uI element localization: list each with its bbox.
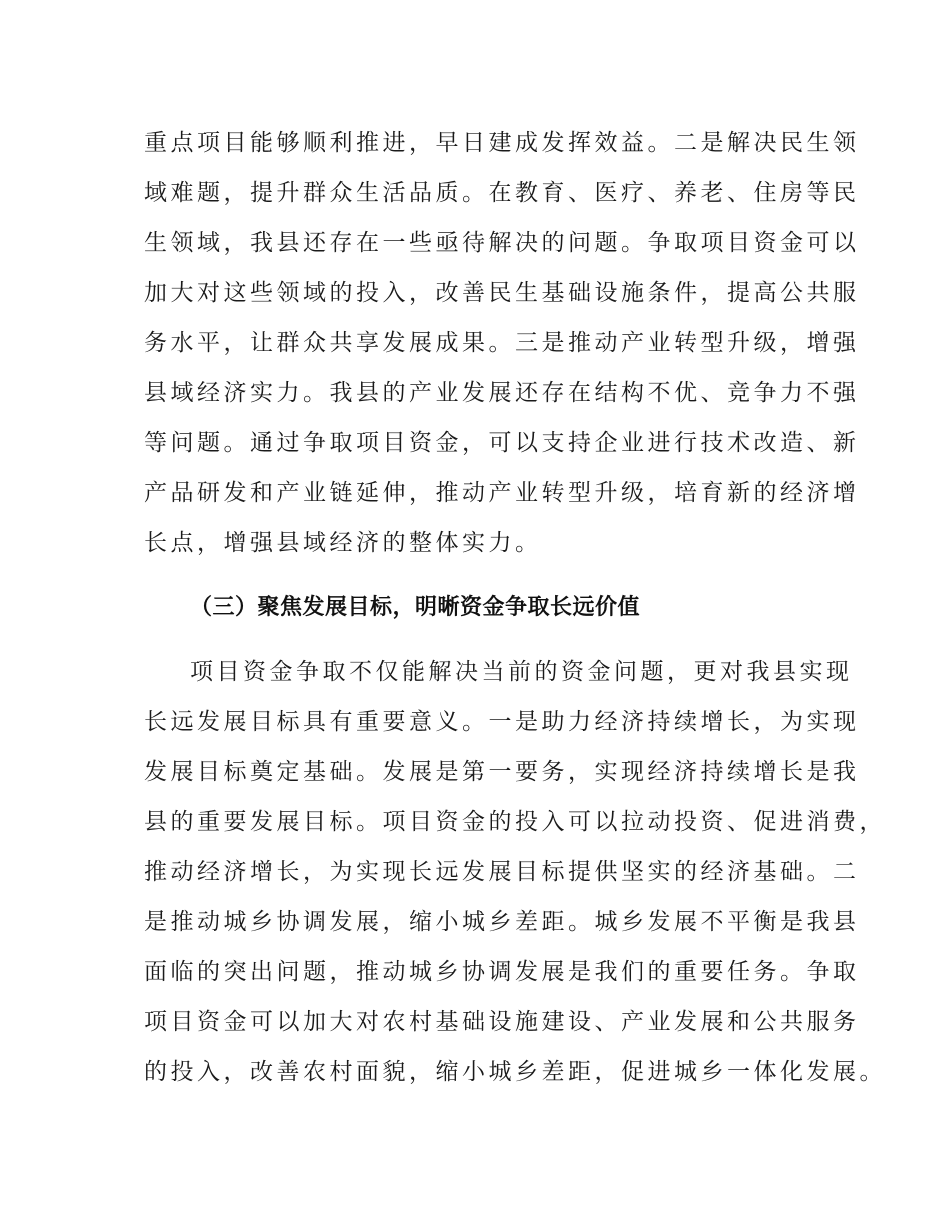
paragraph-line: 县的重要发展目标。项目资金的投入可以拉动投资、促进消费， [144, 809, 886, 835]
paragraph-line: 是推动城乡协调发展，缩小城乡差距。城乡发展不平衡是我县 [144, 909, 860, 935]
paragraph-line: 务水平，让群众共享发展成果。三是推动产业转型升级，增强 [144, 330, 860, 356]
paragraph-line: 项目资金争取不仅能解决当前的资金问题，更对我县实现 [190, 659, 853, 685]
paragraph-line: 域难题，提升群众生活品质。在教育、医疗、养老、住房等民 [144, 180, 860, 206]
paragraph-line: 推动经济增长，为实现长远发展目标提供坚实的经济基础。二 [144, 859, 860, 885]
paragraph-line: 加大对这些领域的投入，改善民生基础设施条件，提高公共服 [144, 280, 860, 306]
paragraph-line: 发展目标奠定基础。发展是第一要务，实现经济持续增长是我 [144, 759, 860, 785]
paragraph-line: 长远发展目标具有重要意义。一是助力经济持续增长，为实现 [144, 709, 860, 735]
paragraph-line: 生领域，我县还存在一些亟待解决的问题。争取项目资金可以 [144, 230, 860, 256]
paragraph-line: 长点，增强县域经济的整体实力。 [144, 530, 542, 556]
paragraph-line: 的投入，改善农村面貌，缩小城乡差距，促进城乡一体化发展。 [144, 1059, 886, 1085]
paragraph-line: 县域经济实力。我县的产业发展还存在结构不优、竞争力不强 [144, 380, 860, 406]
paragraph-line: 项目资金可以加大对农村基础设施建设、产业发展和公共服务 [144, 1009, 860, 1035]
section-heading: （三）聚焦发展目标，明晰资金争取长远价值 [190, 595, 641, 620]
paragraph-line: 产品研发和产业链延伸，推动产业转型升级，培育新的经济增 [144, 480, 860, 506]
paragraph-line: 面临的突出问题，推动城乡协调发展是我们的重要任务。争取 [144, 959, 860, 985]
paragraph-line: 重点项目能够顺利推进，早日建成发挥效益。二是解决民生领 [144, 130, 860, 156]
paragraph-line: 等问题。通过争取项目资金，可以支持企业进行技术改造、新 [144, 430, 860, 456]
